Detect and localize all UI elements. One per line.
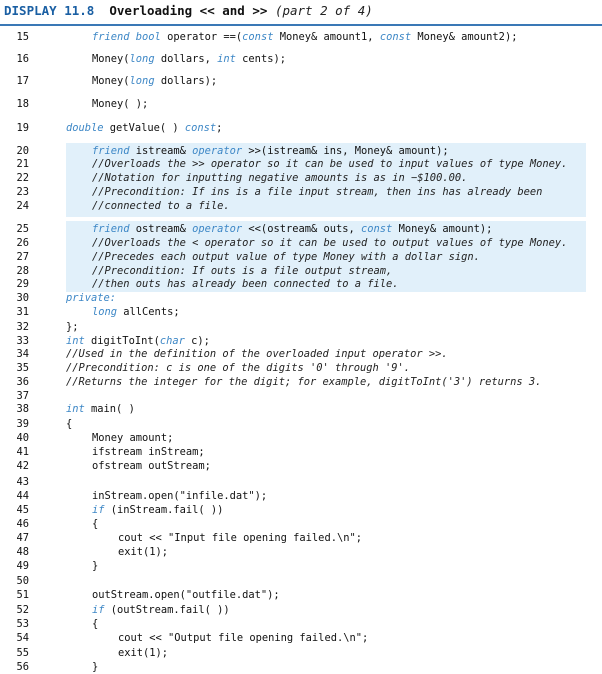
code-text (92, 236, 567, 250)
code-text (92, 305, 180, 319)
code-text (118, 631, 368, 645)
line-number: 28 (16, 265, 29, 277)
line-number: 47 (16, 532, 29, 544)
line-number: 45 (16, 504, 29, 516)
code-line (0, 559, 602, 573)
line-number: 41 (16, 446, 29, 458)
line-number: 42 (16, 460, 29, 472)
line-number: 26 (16, 237, 29, 249)
comment-token: //Returns the integer for the digit; for example, digitToInt('3') returns 3. (66, 376, 542, 388)
code-token: (outStream.fail( )) (110, 604, 230, 616)
keyword-token: int (66, 403, 92, 415)
code-line (0, 250, 602, 264)
line-number: 40 (16, 432, 29, 444)
code-line (0, 277, 602, 291)
code-token: dollars); (160, 75, 218, 87)
code-text (92, 74, 217, 88)
code-line (0, 660, 602, 674)
code-token: } (92, 560, 99, 572)
line-number: 25 (16, 223, 29, 235)
line-number: 54 (16, 632, 29, 644)
code-line (0, 199, 602, 213)
code-text (118, 531, 362, 545)
code-text (92, 250, 480, 264)
code-line (0, 52, 602, 66)
code-text (92, 52, 286, 66)
code-line (0, 334, 602, 348)
code-text (92, 503, 223, 517)
keyword-token: long (92, 306, 124, 318)
line-number: 23 (16, 186, 29, 198)
code-token: ostream& (135, 223, 193, 235)
code-text (92, 144, 449, 158)
code-line (0, 459, 602, 473)
comment-token: //Overloads the < operator so it can be used to output values of type Money. (92, 237, 568, 249)
display-title-text: Overloading << and >> (109, 3, 268, 18)
code-token: Money( (92, 53, 130, 65)
code-token: ( (235, 31, 243, 43)
line-number: 52 (16, 604, 29, 616)
code-text (118, 545, 168, 559)
line-number: 43 (16, 476, 29, 488)
line-number: 39 (16, 418, 29, 430)
display-label: DISPLAY 11.8 (4, 3, 95, 18)
code-token: istream& (135, 145, 193, 157)
code-token: digitToInt( (91, 335, 160, 347)
comment-token: //Precondition: If outs is a file output stream, (92, 265, 393, 277)
line-number: 36 (16, 376, 29, 388)
comment-token: //then outs has already been connected to a file. (92, 278, 399, 290)
code-line (0, 445, 602, 459)
code-text (92, 517, 98, 531)
keyword-token: const (184, 122, 217, 134)
comment-token: //Notation for inputting negative amounts is as in −$100.00. (92, 172, 468, 184)
keyword-token: operator (192, 223, 249, 235)
code-line (0, 545, 602, 559)
code-line (0, 517, 602, 531)
keyword-token: friend bool (92, 31, 168, 43)
code-token: { (66, 418, 73, 430)
code-token: (inStream.fail( )) (110, 504, 224, 516)
code-text (66, 121, 222, 135)
code-token: { (92, 618, 99, 630)
code-token: dollars, (160, 53, 218, 65)
line-number: 55 (16, 647, 29, 659)
code-text (66, 361, 410, 375)
code-text (92, 185, 542, 199)
code-token: { (92, 518, 99, 530)
line-number: 22 (16, 172, 29, 184)
keyword-token: char (159, 335, 192, 347)
line-number: 20 (16, 145, 29, 157)
code-text (66, 347, 448, 361)
code-token: main( ) (91, 403, 135, 415)
code-token: Money& amount2); (417, 31, 518, 43)
code-token: outStream.open("outfile.dat"); (92, 589, 280, 601)
code-line (0, 503, 602, 517)
code-token: getValue( ) (109, 122, 185, 134)
keyword-token: friend (92, 145, 136, 157)
code-token: inStream.open("infile.dat"); (92, 490, 268, 502)
line-number: 44 (16, 490, 29, 502)
code-token: cout << "Output file opening failed.\n"; (118, 632, 369, 644)
line-number: 19 (16, 122, 29, 134)
line-number: 53 (16, 618, 29, 630)
code-text (92, 660, 98, 674)
code-text (66, 417, 72, 431)
code-text (92, 603, 230, 617)
code-line (0, 617, 602, 631)
code-line (0, 30, 602, 44)
code-token: cout << "Input file opening failed.\n"; (118, 532, 362, 544)
code-token: <<(ostream& outs, (248, 223, 362, 235)
code-text (92, 171, 467, 185)
line-number: 30 (16, 292, 29, 304)
code-token: Money& amount); (398, 223, 493, 235)
line-number: 24 (16, 200, 29, 212)
line-number: 34 (16, 348, 29, 360)
code-token: ifstream inStream; (92, 446, 205, 458)
code-text (92, 264, 392, 278)
code-line (0, 389, 602, 403)
line-number: 21 (16, 158, 29, 170)
code-line (0, 320, 602, 334)
code-line (0, 631, 602, 645)
keyword-token: int (66, 335, 92, 347)
comment-token: //Used in the definition of the overloaded input operator >>. (66, 348, 448, 360)
comment-token: //connected to a file. (92, 200, 230, 212)
keyword-token: private: (66, 292, 117, 304)
code-token: cents); (242, 53, 286, 65)
code-text (92, 30, 517, 44)
code-text (92, 431, 173, 445)
code-token: Money& amount1, (279, 31, 380, 43)
line-number: 38 (16, 403, 29, 415)
line-number: 46 (16, 518, 29, 530)
code-token: ; (216, 122, 223, 134)
keyword-token: const (242, 31, 280, 43)
code-line (0, 646, 602, 660)
code-line (0, 97, 602, 111)
line-number: 31 (16, 306, 29, 318)
code-text (118, 646, 168, 660)
display-part: (part 2 of 4) (274, 3, 373, 18)
comment-token: //Precondition: If ins is a file input stream, then ins has already been (92, 186, 543, 198)
code-text (92, 459, 211, 473)
code-text (66, 291, 116, 305)
line-number: 18 (16, 98, 29, 110)
code-line (0, 264, 602, 278)
code-token: >>(istream& ins, Money& amount); (248, 145, 449, 157)
keyword-token: long (129, 75, 161, 87)
keyword-token: friend (92, 223, 136, 235)
line-number: 50 (16, 575, 29, 587)
code-line (0, 121, 602, 135)
code-token: }; (66, 321, 79, 333)
code-text (92, 489, 267, 503)
code-line (0, 402, 602, 416)
code-text (92, 222, 492, 236)
code-token: allCents; (123, 306, 180, 318)
line-number: 51 (16, 589, 29, 601)
code-line (0, 185, 602, 199)
code-line (0, 305, 602, 319)
line-number: 56 (16, 661, 29, 673)
keyword-token: const (379, 31, 418, 43)
code-text (66, 334, 210, 348)
code-line (0, 588, 602, 602)
code-line (0, 475, 602, 489)
code-text (92, 617, 98, 631)
code-token: exit(1); (118, 546, 169, 558)
code-line (0, 74, 602, 88)
code-line (0, 375, 602, 389)
line-number: 33 (16, 335, 29, 347)
code-line (0, 603, 602, 617)
keyword-token: double (66, 122, 110, 134)
comment-token: //Overloads the >> operator so it can be used to input values of type Money. (92, 158, 568, 170)
line-number: 35 (16, 362, 29, 374)
code-token: exit(1); (118, 647, 169, 659)
line-number: 16 (16, 53, 29, 65)
keyword-token: if (92, 504, 111, 516)
keyword-token: const (361, 223, 399, 235)
keyword-token: operator (192, 145, 249, 157)
code-token: Money amount; (92, 432, 174, 444)
line-number: 15 (16, 31, 29, 43)
keyword-token: if (92, 604, 111, 616)
code-line (0, 144, 602, 158)
code-text (92, 157, 567, 171)
line-number: 48 (16, 546, 29, 558)
code-token: } (92, 661, 99, 673)
code-text (92, 97, 148, 111)
line-number: 27 (16, 251, 29, 263)
line-number: 49 (16, 560, 29, 572)
code-line (0, 171, 602, 185)
code-line (0, 236, 602, 250)
code-line (0, 489, 602, 503)
line-number: 37 (16, 390, 29, 402)
code-line (0, 361, 602, 375)
code-text (92, 445, 205, 459)
code-token: Money( ); (92, 98, 149, 110)
code-text (66, 402, 135, 416)
keyword-token: int (217, 53, 243, 65)
code-token: c); (191, 335, 210, 347)
code-line (0, 222, 602, 236)
line-number: 32 (16, 321, 29, 333)
line-number: 17 (16, 75, 29, 87)
keyword-token: long (129, 53, 161, 65)
code-text (92, 559, 98, 573)
code-text (92, 277, 399, 291)
code-line (0, 157, 602, 171)
line-number: 29 (16, 278, 29, 290)
code-line (0, 574, 602, 588)
code-line (0, 347, 602, 361)
code-token: ofstream outStream; (92, 460, 211, 472)
code-line (0, 531, 602, 545)
comment-token: //Precondition: c is one of the digits '0' through '9'. (66, 362, 411, 374)
code-text (66, 375, 541, 389)
code-line (0, 431, 602, 445)
code-text (66, 320, 79, 334)
code-token: Money( (92, 75, 130, 87)
code-token: operator == (167, 31, 236, 43)
comment-token: //Precedes each output value of type Money with a dollar sign. (92, 251, 480, 263)
code-text (92, 199, 230, 213)
code-line (0, 417, 602, 431)
code-line (0, 291, 602, 305)
code-text (92, 588, 280, 602)
